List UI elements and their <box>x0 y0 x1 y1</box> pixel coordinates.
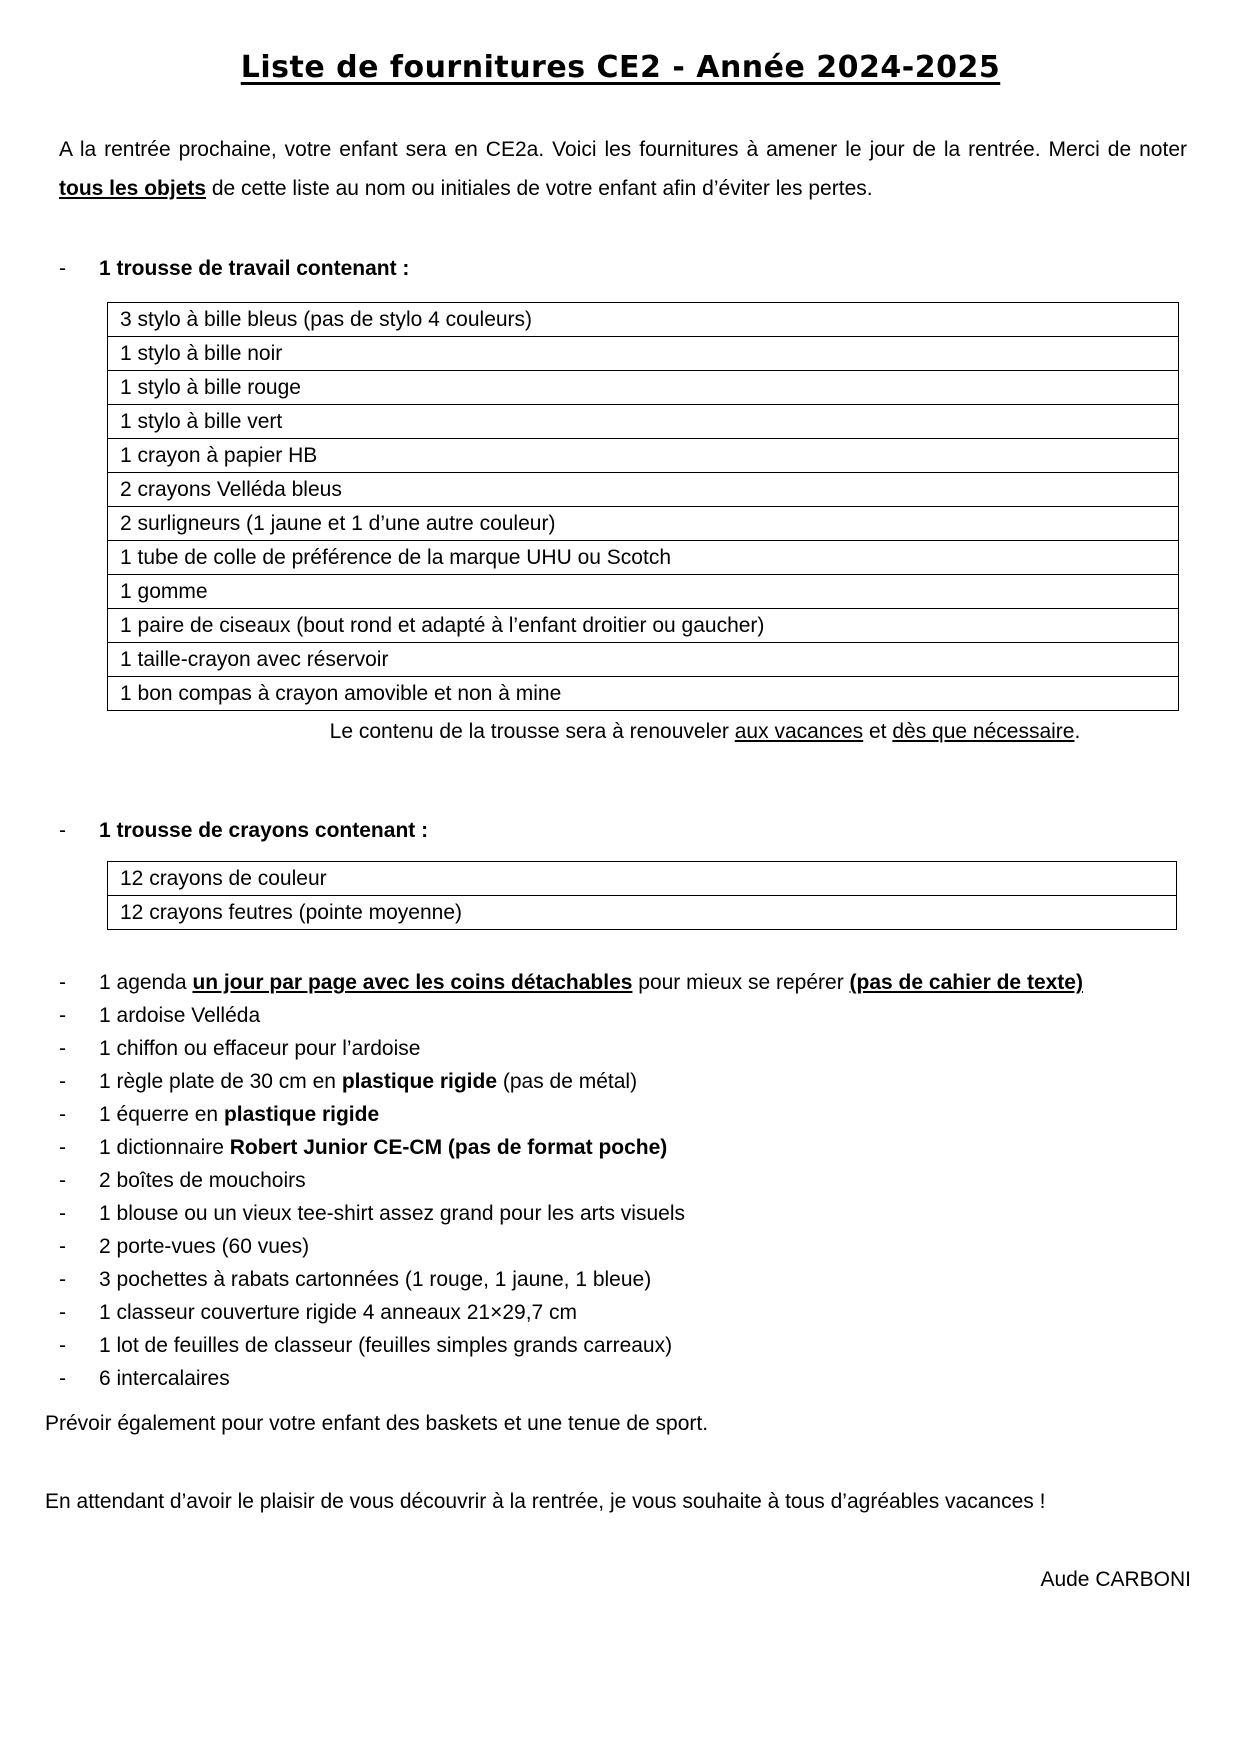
note-underlined-2: dès que nécessaire <box>892 720 1075 743</box>
list-dash: - <box>59 1202 66 1225</box>
table-cell: 3 stylo à bille bleus (pas de stylo 4 couleurs) <box>108 303 1179 337</box>
list-dash: - <box>59 257 66 280</box>
note-text-3: . <box>1074 720 1081 743</box>
table-cell: 1 paire de ciseaux (bout rond et adapté à l’enfant droitier ou gaucher) <box>108 609 1179 643</box>
table-row <box>108 609 1179 643</box>
list-dash: - <box>59 971 66 994</box>
table-cell: 1 stylo à bille noir <box>108 337 1179 371</box>
list-dash: - <box>59 1334 66 1357</box>
item-text: 1 dictionnaire <box>99 1136 230 1159</box>
item-bold: plastique rigide <box>223 1103 380 1126</box>
intro-paragraph <box>59 130 1187 208</box>
item-text: 1 ardoise Velléda <box>99 1004 261 1027</box>
list-dash: - <box>59 1367 66 1390</box>
table-row <box>108 862 1177 896</box>
list-dash: - <box>59 1136 66 1159</box>
table-row <box>108 643 1179 677</box>
table-row <box>108 371 1179 405</box>
item-text: (pas de métal) <box>497 1070 638 1093</box>
section-heading-color-pencil-case <box>59 819 428 843</box>
item-text: 1 classeur couverture rigide 4 anneaux 21×29,7 cm <box>99 1301 578 1324</box>
page-title: Liste de fournitures CE2 - Année 2024-2025 <box>240 50 1001 85</box>
list-item <box>59 1296 1209 1329</box>
intro-text-1: A la rentrée prochaine, votre enfant sera en CE2a. Voici les fournitures à amener le jour de la rentrée. Merci de noter <box>59 138 1187 161</box>
list-item <box>59 1197 1209 1230</box>
list-dash: - <box>59 819 66 842</box>
supply-items-list <box>59 966 1209 1395</box>
table-cell: 2 crayons Velléda bleus <box>108 473 1179 507</box>
table-cell: 1 taille-crayon avec réservoir <box>108 643 1179 677</box>
table-cell: 1 crayon à papier HB <box>108 439 1179 473</box>
list-item <box>59 1032 1209 1065</box>
list-dash: - <box>59 1037 66 1060</box>
item-bold-underlined: (pas de cahier de texte) <box>849 971 1083 994</box>
list-item <box>59 1230 1209 1263</box>
color-pencil-case-table <box>107 861 1177 930</box>
list-item <box>59 1362 1209 1395</box>
section-heading-label: 1 trousse de crayons contenant : <box>99 819 429 842</box>
list-item <box>59 1263 1209 1296</box>
list-dash: - <box>59 1235 66 1258</box>
list-dash: - <box>59 1268 66 1291</box>
signature: Aude CARBONI <box>1040 1568 1191 1591</box>
item-text: 1 règle plate de 30 cm en <box>99 1070 342 1093</box>
note-text-1: Le contenu de la trousse sera à renouveler <box>329 720 735 743</box>
section-heading-label: 1 trousse de travail contenant : <box>99 257 410 280</box>
table-row <box>108 896 1177 930</box>
item-text: 1 lot de feuilles de classeur (feuilles simples grands carreaux) <box>99 1334 673 1357</box>
table-cell: 12 crayons feutres (pointe moyenne) <box>108 896 1177 930</box>
item-text: 1 blouse ou un vieux tee-shirt assez grand pour les arts visuels <box>99 1202 685 1225</box>
table-row <box>108 473 1179 507</box>
list-item <box>59 1098 1209 1131</box>
item-text: 1 équerre en <box>99 1103 224 1126</box>
table-row <box>108 507 1179 541</box>
item-bold-underlined: un jour par page avec les coins détachables <box>192 971 633 994</box>
list-item <box>59 1131 1209 1164</box>
table-row <box>108 677 1179 711</box>
note-text-2: et <box>863 720 893 743</box>
list-item <box>59 1329 1209 1362</box>
sport-note: Prévoir également pour votre enfant des baskets et une tenue de sport. <box>45 1412 709 1435</box>
item-text: pour mieux se repérer <box>632 971 850 994</box>
item-text: 2 boîtes de mouchoirs <box>99 1169 306 1192</box>
note-underlined-1: aux vacances <box>734 720 864 743</box>
table-row <box>108 405 1179 439</box>
table-cell: 1 bon compas à crayon amovible et non à mine <box>108 677 1179 711</box>
item-text: 6 intercalaires <box>99 1367 230 1390</box>
item-text: 2 porte-vues (60 vues) <box>99 1235 310 1258</box>
table-cell: 1 gomme <box>108 575 1179 609</box>
list-dash: - <box>59 1103 66 1126</box>
table-cell: 1 stylo à bille vert <box>108 405 1179 439</box>
table-cell: 1 tube de colle de préférence de la marque UHU ou Scotch <box>108 541 1179 575</box>
table-cell: 12 crayons de couleur <box>108 862 1177 896</box>
item-text: 1 agenda <box>99 971 193 994</box>
table-row <box>108 541 1179 575</box>
work-pencil-case-table <box>107 302 1179 711</box>
list-item <box>59 1065 1209 1098</box>
item-bold: Robert Junior CE-CM (pas de format poche) <box>229 1136 668 1159</box>
section-heading-work-pencil-case <box>59 257 409 281</box>
item-text: 3 pochettes à rabats cartonnées (1 rouge, 1 jaune, 1 bleue) <box>99 1268 652 1291</box>
list-item <box>59 1164 1209 1197</box>
intro-emphasis: tous les objets <box>59 177 207 200</box>
list-dash: - <box>59 1070 66 1093</box>
list-item <box>59 999 1209 1032</box>
closing-paragraph: En attendant d’avoir le plaisir de vous découvrir à la rentrée, je vous souhaite à tous d’agréables vacances ! <box>45 1490 1046 1513</box>
list-item <box>59 966 1209 999</box>
item-text: 1 chiffon ou effaceur pour l’ardoise <box>99 1037 421 1060</box>
table-cell: 1 stylo à bille rouge <box>108 371 1179 405</box>
list-dash: - <box>59 1301 66 1324</box>
table-cell: 2 surligneurs (1 jaune et 1 d’une autre couleur) <box>108 507 1179 541</box>
table-row <box>108 439 1179 473</box>
table-row <box>108 575 1179 609</box>
table-row <box>108 337 1179 371</box>
table-row <box>108 303 1179 337</box>
intro-text-2: de cette liste au nom ou initiales de votre enfant afin d’éviter les pertes. <box>206 177 873 200</box>
list-dash: - <box>59 1169 66 1192</box>
list-dash: - <box>59 1004 66 1027</box>
item-bold: plastique rigide <box>341 1070 498 1093</box>
renewal-note <box>0 720 1241 744</box>
